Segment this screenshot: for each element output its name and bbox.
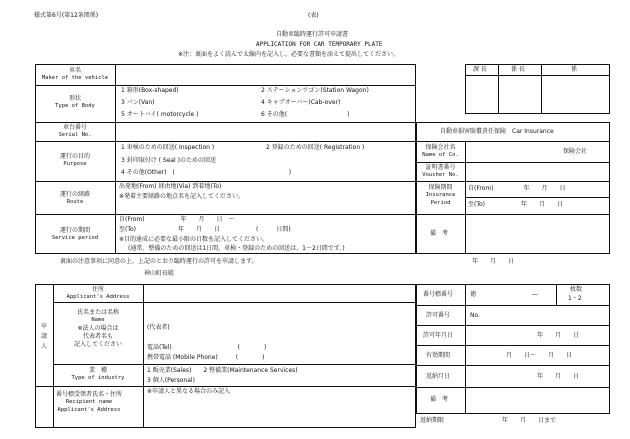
sheets-value: 1・2	[568, 295, 582, 302]
industry-options[interactable]: 1 販売業(Sales) 2 整備業(Maintenance Services)	[147, 367, 298, 374]
stamp-col-section-chief: 課 長	[473, 66, 487, 73]
recipient-label: 番号標受領者氏名・住所 Recipient name Applicant's Address	[55, 391, 122, 413]
insurance-company-suffix: 保険会社	[563, 148, 588, 155]
period-to[interactable]: 至(To) 年 月 日 ( 日間)	[119, 226, 291, 233]
permit-number-label: 許可番号	[426, 312, 451, 319]
period-label: 運行の期間 Service period	[51, 227, 99, 242]
instruction-note: ※注：裏面をよく読んで太線内を記入し、必要な書類を添えて提出してください。	[178, 51, 400, 58]
representative-label: (代表者)	[147, 324, 170, 331]
return-deadline-label: 返納期限	[420, 417, 445, 424]
return-date-value: 年 月 日	[537, 373, 580, 380]
return-deadline-value: 年 月 日まで	[502, 417, 557, 424]
valid-period-label: 有効期間	[426, 352, 451, 359]
front-mark: (表)	[308, 12, 319, 19]
voucher-label: 証明書番号 Voucher No.	[422, 164, 459, 179]
insurance-heading: 自動車損害賠償責任保険 Car Insurance	[440, 128, 554, 135]
body-option-van[interactable]: 3 バン(Van)	[121, 99, 155, 106]
insurance-company-label: 保険会社名 Name of Co.	[422, 144, 459, 159]
purpose-option-other[interactable]: 4 その他(Other) ( )	[121, 169, 292, 176]
telephone-field[interactable]: 電話(Tel) ( )	[147, 344, 267, 351]
body-option-box[interactable]: 1 箱形(Box-shaped)	[121, 87, 179, 94]
insurance-remarks-label: 備 考	[430, 230, 449, 237]
plate-prefix: 徳	[470, 291, 477, 298]
permit-number-prefix: No.	[470, 312, 480, 319]
address-field[interactable]	[145, 285, 414, 301]
stamp-col-subsection-chief: 係 長	[511, 66, 525, 73]
body-option-motorcycle[interactable]: 5 オートバイ( motorcycle )	[121, 111, 199, 118]
form-number: 様式第6号(第12条関係)	[34, 12, 99, 19]
body-option-cab-over[interactable]: 4 キャブオーバー(Cab-over)	[261, 99, 341, 106]
body-option-station-wagon[interactable]: 2 ステーションワゴン(Station Wagon)	[261, 87, 369, 94]
purpose-option-seal[interactable]: 3 封印取付け ( Seal )のための回送	[121, 157, 216, 164]
route-field[interactable]	[118, 203, 414, 213]
voucher-field[interactable]	[467, 163, 608, 180]
addressee: 神山町長殿	[144, 270, 175, 277]
serial-field[interactable]	[118, 123, 414, 140]
permit-date-label: 許可年月日	[423, 332, 454, 339]
consent-text: 裏面の注意事項に同意の上、上記のとおり臨時運行の許可を申請します。	[60, 258, 258, 265]
period-from[interactable]: 自(From) 年 月 日 ～	[119, 216, 235, 223]
return-date-label: 返納月日	[426, 373, 451, 380]
recipient-field[interactable]	[145, 398, 414, 427]
plate-number-label: 番号標番号	[423, 291, 454, 298]
purpose-label: 運行の目的 Purpose	[59, 153, 90, 168]
insurance-period-label: 保険期間 Insurance Period	[425, 184, 456, 206]
insurance-period-from[interactable]: 自(From) 年 月 日	[468, 185, 566, 192]
purpose-option-registration[interactable]: 2 登録のための回送( Registration )	[266, 144, 365, 151]
name-label: 氏名または名称 Name ※法人の場合は 代表者名も 記入してください	[73, 309, 122, 348]
purpose-option-inspection[interactable]: 1 車検のための回送( Inspection )	[121, 144, 215, 151]
consent-date[interactable]: 年 月 日	[472, 258, 515, 265]
office-use-table	[416, 284, 610, 414]
route-headings: 出発地(From) 経由地(Via) 到着地(To)	[119, 183, 222, 190]
insurance-period-to[interactable]: 至(To) 年 月 日	[468, 201, 563, 208]
plate-dash: ―	[532, 291, 538, 298]
route-label: 運行の経路 Route	[59, 191, 90, 206]
mobile-phone-field[interactable]: 携帯電話 (Mobile Phone) ( )	[147, 354, 265, 361]
address-label: 住所 Applicant's Address	[66, 286, 130, 301]
form-title: 自動車臨時運行許可申請書	[276, 31, 349, 38]
period-note: ※目的達成に必要な最小限の日数を記入してください。	[119, 236, 269, 243]
period-note-typical: (通常、整備のための回送は1日間、車検・登録のための回送は、1～2日間です。)	[128, 245, 345, 252]
office-remarks-label: 備 考	[430, 396, 449, 403]
applicant-side-label: 申 請 人	[40, 323, 47, 351]
body-type-label: 形状 Type of Body	[55, 95, 95, 110]
route-note: ※発着主要経路の地点名を記入してください。	[119, 193, 245, 200]
recipient-note: ※申請人と異なる場合のみ記入	[147, 388, 231, 395]
industry-option-personal[interactable]: 3 個人(Personal)	[147, 377, 195, 384]
stamp-col-staff: 係	[571, 66, 578, 73]
sheets-label: 枚数	[570, 286, 583, 293]
maker-field[interactable]	[118, 66, 414, 84]
body-option-other[interactable]: 6 その他( )	[261, 111, 350, 118]
form-title-en: APPLICATION FOR CAR TEMPORARY PLATE	[256, 41, 383, 48]
industry-label: 業 種 Type of industry	[71, 367, 125, 382]
valid-period-value: 月 日～ 月 日	[506, 352, 573, 359]
maker-label: 車名 Maker of the vehicle	[41, 67, 109, 82]
serial-label: 車台番号 Serial No.	[58, 124, 92, 139]
permit-date-value: 年 月 日	[537, 332, 580, 339]
